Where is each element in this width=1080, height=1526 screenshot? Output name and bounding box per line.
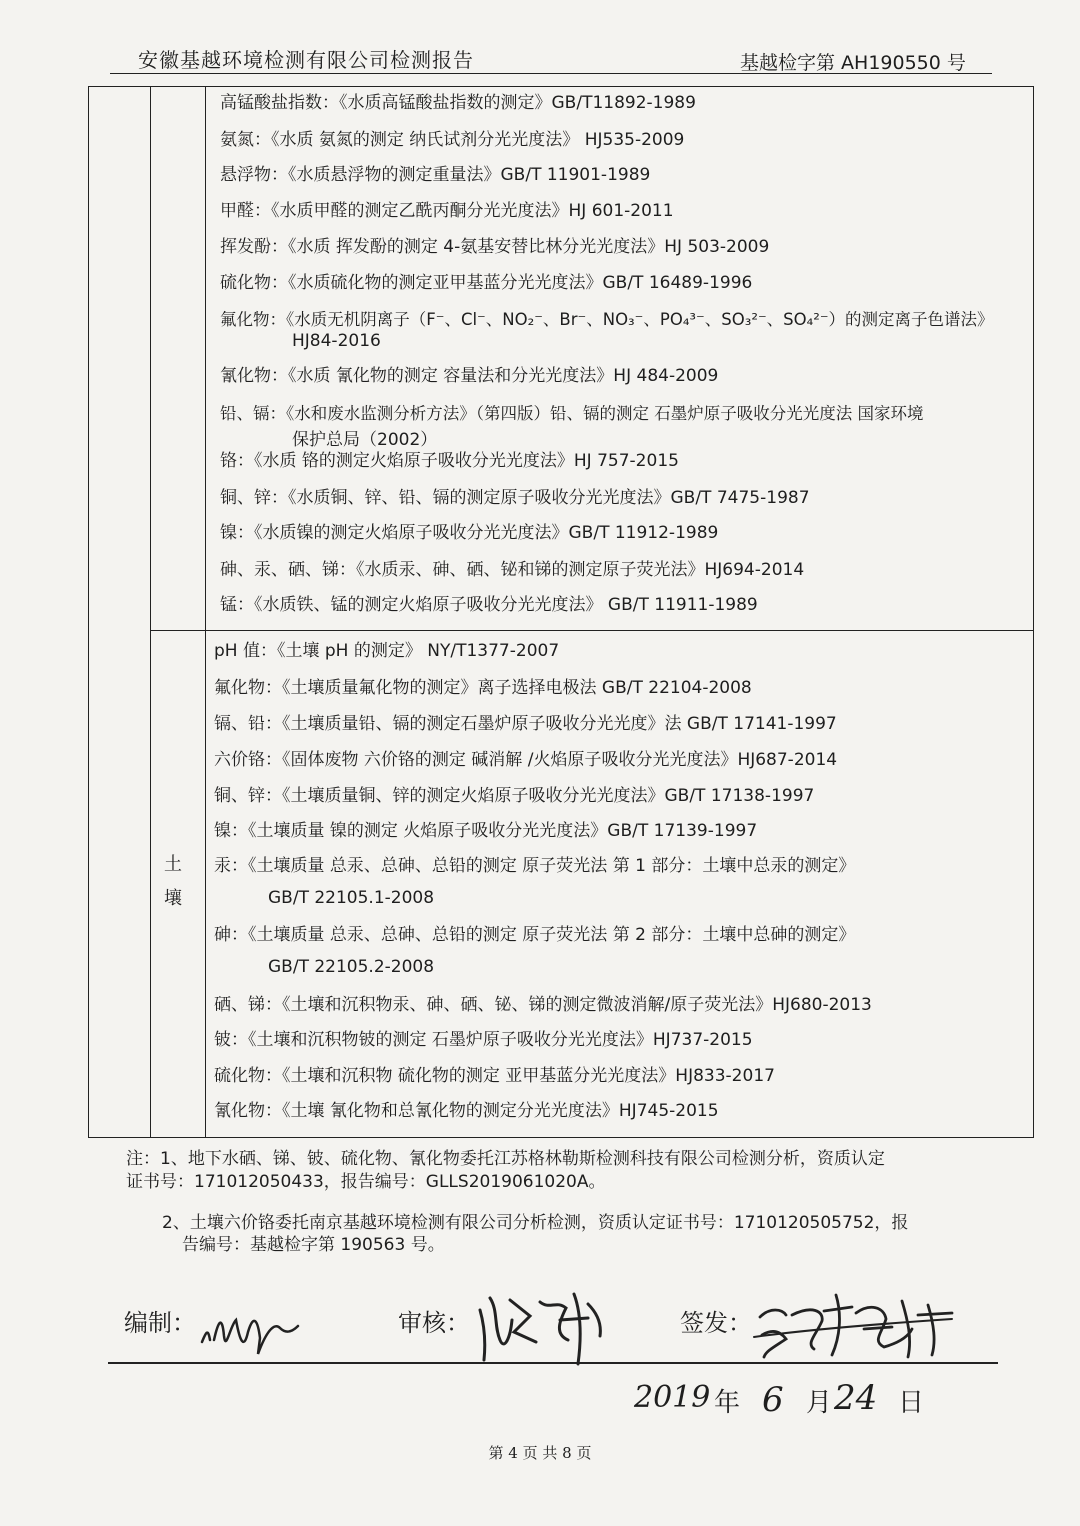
review-label: 审核：	[398, 1309, 470, 1337]
method-row: 锰：《水质铁、锰的测定火焰原子吸收分光光度法》 GB/T 11911-1989	[220, 595, 758, 615]
date-month: 6	[762, 1380, 784, 1420]
method-row: 氟化物：《土壤质量氟化物的测定》离子选择电极法 GB/T 22104-2008	[214, 678, 752, 698]
method-row: 硫化物：《水质硫化物的测定亚甲基蓝分光光度法》GB/T 16489-1996	[220, 273, 753, 293]
method-row-fluoride: 氟化物：《水质无机阴离子（F⁻、Cl⁻、NO₂⁻、Br⁻、NO₃⁻、PO₄³⁻、SO₃²⁻、SO₄²⁻）的测定离子色谱法》	[220, 310, 994, 329]
method-row: 氰化物：《土壤 氰化物和总氰化物的测定分光光度法》HJ745-2015	[214, 1101, 719, 1121]
header-rule	[110, 73, 992, 74]
page-number: 第 4 页 共 8 页	[488, 1444, 592, 1462]
method-row-soil-as-cont: GB/T 22105.2-2008	[268, 957, 435, 977]
method-row: 镍：《水质镍的测定火焰原子吸收分光光度法》GB/T 11912-1989	[220, 523, 719, 543]
soil-label-2: 壤	[164, 888, 182, 909]
date-day: 24	[834, 1378, 878, 1418]
report-header-title: 安徽基越环境检测有限公司检测报告	[138, 48, 474, 72]
method-row: 铜、锌：《水质铜、锌、铅、镉的测定原子吸收分光光度法》GB/T 7475-1987	[220, 488, 810, 508]
method-row: 镍：《土壤质量 镍的测定 火焰原子吸收分光光度法》GB/T 17139-1997	[214, 821, 758, 841]
table-divider-1	[150, 86, 151, 1138]
method-row: 氨氮：《水质 氨氮的测定 纳氏试剂分光光度法》 HJ535-2009	[220, 130, 685, 150]
method-row: 硒、锑：《土壤和沉积物汞、砷、硒、铋、锑的测定微波消解/原子荧光法》HJ680-2013	[214, 995, 872, 1015]
method-row: 镉、铅：《土壤质量铅、镉的测定石墨炉原子吸收分光光度》法 GB/T 17141-1997	[214, 714, 837, 734]
report-number: 基越检字第 AH190550 号	[740, 52, 966, 74]
method-row-soil-hg: 汞：《土壤质量 总汞、总砷、总铅的测定 原子荧光法 第 1 部分：土壤中总汞的测定》	[214, 856, 856, 876]
date-month-unit: 月	[806, 1388, 833, 1418]
method-row: 铜、锌：《土壤质量铜、锌的测定火焰原子吸收分光光度法》GB/T 17138-1997	[214, 786, 815, 806]
method-row-fluoride-cont: HJ84-2016	[292, 331, 381, 351]
method-row: 悬浮物：《水质悬浮物的测定重量法》GB/T 11901-1989	[220, 165, 651, 185]
method-row: 砷、汞、硒、锑：《水质汞、砷、硒、铋和锑的测定原子荧光法》HJ694-2014	[220, 560, 805, 580]
method-row: 铬：《水质 铬的测定火焰原子吸收分光光度法》HJ 757-2015	[220, 451, 679, 471]
method-row-soil-as: 砷：《土壤质量 总汞、总砷、总铅的测定 原子荧光法 第 2 部分：土壤中总砷的测定》	[214, 925, 856, 945]
method-row: 铍：《土壤和沉积物铍的测定 石墨炉原子吸收分光光度法》HJ737-2015	[214, 1030, 753, 1050]
date-year-unit: 年	[714, 1388, 741, 1418]
method-row-pb-cd: 铅、镉：《水和废水监测分析方法》（第四版）铅、镉的测定 石墨炉原子吸收分光光度法 国家环境	[220, 404, 924, 423]
method-row: pH 值：《土壤 pH 的测定》 NY/T1377-2007	[214, 641, 560, 661]
method-row: 六价铬：《固体废物 六价铬的测定 碱消解 /火焰原子吸收分光光度法》HJ687-2014	[214, 750, 838, 770]
method-row: 甲醛：《水质甲醛的测定乙酰丙酮分光光度法》HJ 601-2011	[220, 201, 674, 221]
issuer-signature-icon	[752, 1285, 972, 1365]
method-row-pb-cd-cont: 保护总局（2002）	[292, 430, 438, 450]
method-row: 氰化物：《水质 氰化物的测定 容量法和分光光度法》HJ 484-2009	[220, 366, 719, 386]
table-divider-2	[205, 86, 206, 1138]
compiler-signature-icon	[196, 1292, 306, 1372]
method-row: 高锰酸盐指数：《水质高锰酸盐指数的测定》GB/T11892-1989	[220, 93, 696, 113]
date-day-unit: 日	[898, 1388, 925, 1418]
method-row-soil-hg-cont: GB/T 22105.1-2008	[268, 888, 435, 908]
note-1-line-2: 证书号：171012050433，报告编号：GLLS2019061020A。	[126, 1172, 606, 1192]
method-row: 挥发酚：《水质 挥发酚的测定 4-氨基安替比林分光光度法》HJ 503-2009	[220, 237, 770, 257]
signature-rule	[108, 1362, 998, 1364]
date-year: 2019	[634, 1380, 711, 1415]
method-row: 硫化物：《土壤和沉积物 硫化物的测定 亚甲基蓝分光光度法》HJ833-2017	[214, 1066, 775, 1086]
reviewer-signature-icon	[470, 1280, 620, 1370]
note-1-line-1: 注：1、地下水硒、锑、铍、硫化物、氰化物委托江苏格林勒斯检测科技有限公司检测分析，资质认定	[126, 1149, 885, 1169]
table-row-divider	[150, 630, 1034, 631]
note-2-line-2: 告编号：基越检字第 190563 号。	[182, 1235, 445, 1255]
issue-label: 签发：	[680, 1309, 752, 1337]
compile-label: 编制：	[124, 1309, 196, 1337]
note-2-line-1: 2、土壤六价铬委托南京基越环境检测有限公司分析检测，资质认定证书号：1710120505752，报	[162, 1213, 909, 1233]
soil-label-1: 土	[164, 854, 182, 875]
